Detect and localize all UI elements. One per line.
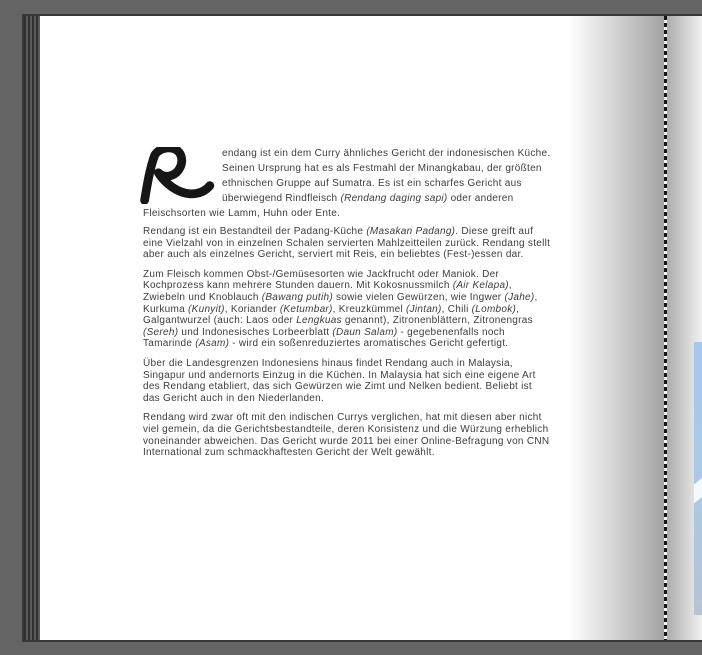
paragraph-text: Rendang wird zwar oft mit den indischen Currys verglichen, hat mit diesen aber nicht viel gemein, da die Gerichtsbestandteile, deren Konsistenz und die Würzung erheblich voneinander abweichen. Das Gericht wurde 2011 bei einer Online-Befragung von CNN International zum schmackhaftesten Gericht der Welt gewählt. bbox=[143, 412, 550, 459]
dropcap-letter-r bbox=[130, 147, 218, 204]
paragraph bbox=[143, 412, 551, 458]
paragraph-text: endang ist ein dem Curry ähnliches Gericht der indonesischen Küche. Seinen Ursprung hat es als Festmahl der Minangkabau, der größten ethnischen Gruppe auf Sumatra. Es ist ein scharfes Gericht aus überwiegend Rindfleisch (Rendang daging sapi) oder anderen Fleischsorten wie Lamm, Huhn oder Ente. bbox=[143, 148, 551, 219]
book-spine-page-edges bbox=[24, 16, 40, 640]
left-page-text-block bbox=[143, 146, 551, 467]
paragraph bbox=[143, 146, 551, 221]
paragraph-text: Rendang ist ein Bestandteil der Padang-Küche (Masakan Padang). Diese greift auf eine Vielzahl von in einzelnen Schalen servierten Mahlzeitteilen zurück. Rendang stellt aber auch als einzelnes Gericht, serviert mit Reis, ein beliebtes (Fest-)essen dar. bbox=[143, 226, 551, 261]
next-page-image-sliver bbox=[694, 342, 702, 615]
page-curl-shadow-left bbox=[569, 16, 664, 640]
fold-dashed-line bbox=[664, 16, 667, 640]
paragraph-text: Zum Fleisch kommen Obst-/Gemüsesorten wie Jackfrucht oder Maniok. Der Kochprozess kann mehrere Stunden dauern. Mit Kokosnussmilch (Air Kelapa), Zwiebeln und Knoblauch (Bawang putih) sowie vielen Gewürzen, wie Ingwer (Jahe), Kurkuma (Kunyit), Koriander (Ketumbar), Kreuzkümmel (Jintan), Chili (Lombok), Galgantwurzel (auch: Laos oder Lengkuas genannt), Zitronenblättern, Zitronengras (Sereh) und Indonesisches Lorbeerblatt (Daun Salam) - gegebenenfalls noch Tamarinde (Asam) - wird ein soßenreduziertes aromatisches Gericht gefertigt. bbox=[143, 268, 538, 350]
paragraph bbox=[143, 358, 551, 404]
paragraph bbox=[143, 269, 551, 350]
paragraph bbox=[143, 226, 551, 261]
paragraph-text: Über die Landesgrenzen Indonesiens hinaus findet Rendang auch in Malaysia, Singapur und andernorts Einzug in die Küchen. In Malaysia hat sich eine eigene Art des Rendang etabliert, das sich Gewürzen wie Zimt und Nelken bedient. Beliebt ist das Gericht auch in den Niederlanden. bbox=[143, 357, 536, 404]
image-diagonal-highlight bbox=[694, 450, 702, 505]
book-spread-sheet bbox=[22, 14, 702, 642]
